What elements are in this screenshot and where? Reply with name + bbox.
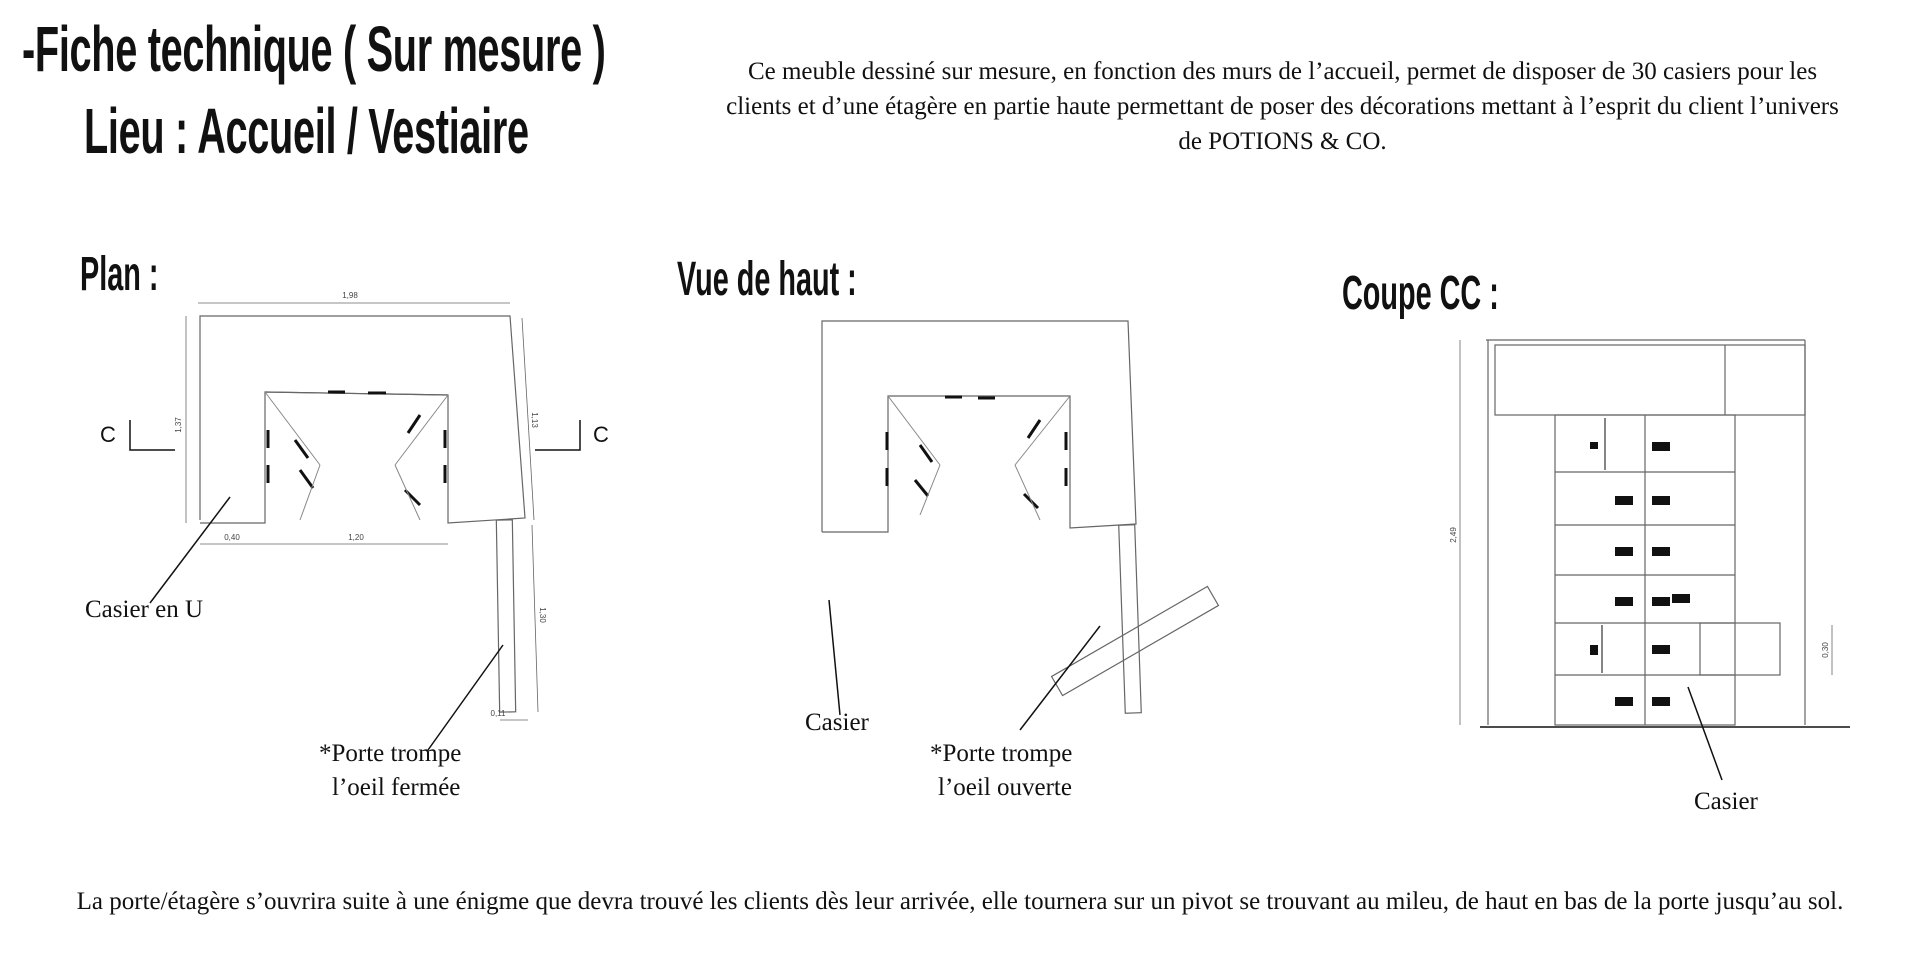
label-casier-en-u: Casier en U — [85, 596, 204, 623]
coupe-heading: Coupe CC : — [1342, 267, 1499, 320]
dim-text: 1,30 — [538, 607, 547, 623]
footer-description: La porte/étagère s’ouvrira suite à une énigme que devra trouvé les clients dès leur arrivée, elle tournera sur un pivot se trouvant au mileu, de haut en bas de la porte jusqu’au sol. — [76, 888, 1844, 915]
dim-text: 1,98 — [342, 291, 358, 300]
page-subtitle: Lieu : Accueil / Vestiaire — [84, 95, 529, 167]
intro-description: Ce meuble dessiné sur mesure, en fonction des murs de l’accueil, permet de disposer de 30 casiers pour les clients et d’une étagère en partie haute permettant de poser des décorations mettant à l’esprit du client l’univers de POTIONS & CO. — [726, 58, 1839, 155]
dim-text: 1,37 — [174, 417, 183, 433]
section-mark-right: C — [593, 422, 609, 447]
label-casier-vue: Casier — [805, 709, 869, 736]
label-porte-fermee-line1: *Porte trompe — [319, 740, 462, 767]
dim-text: 0,30 — [1821, 642, 1830, 658]
label-porte-ouverte-line2: l’oeil ouverte — [938, 774, 1072, 801]
label-casier-coupe: Casier — [1694, 788, 1758, 815]
dim-text: 1,13 — [530, 412, 539, 428]
vue-drawing — [822, 321, 1218, 730]
dim-text: 0,40 — [224, 533, 240, 542]
page-title: -Fiche technique ( Sur mesure ) — [22, 13, 606, 85]
dim-text: 2,49 — [1449, 527, 1458, 543]
coupe-drawing — [1460, 340, 1850, 780]
plan-drawing — [130, 303, 580, 750]
dim-text: 1,20 — [348, 533, 364, 542]
dim-text: 0,11 — [490, 709, 506, 718]
plan-heading: Plan : — [80, 248, 159, 301]
label-porte-fermee-line2: l’oeil fermée — [332, 774, 461, 801]
vue-heading: Vue de haut : — [677, 253, 857, 306]
label-porte-ouverte-line1: *Porte trompe — [930, 740, 1073, 767]
section-mark-left: C — [100, 422, 116, 447]
